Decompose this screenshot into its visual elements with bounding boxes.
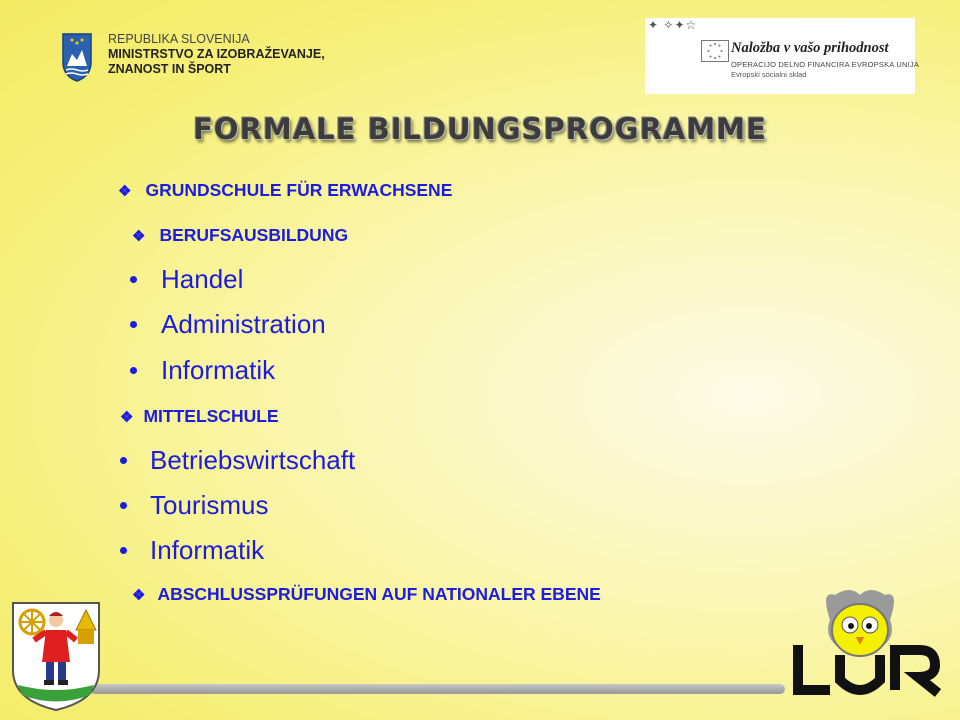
list-item xyxy=(130,355,275,386)
section-heading-mittelschule xyxy=(120,406,279,427)
list-item xyxy=(130,309,326,340)
diamond-bullet-icon: ❖ xyxy=(132,227,146,245)
list-item xyxy=(130,264,243,295)
section-heading-berufsausbildung xyxy=(132,225,348,246)
list-item-text: Tourismus xyxy=(150,490,269,520)
section-heading-grundschule xyxy=(118,180,452,201)
round-bullet-icon xyxy=(130,276,137,283)
list-item-text: Informatik xyxy=(150,535,265,565)
round-bullet-icon xyxy=(120,457,127,464)
footer-divider xyxy=(90,684,785,694)
page-title: FORMALE BILDUNGSPROGRAMME xyxy=(193,112,767,146)
eu-flag-icon xyxy=(701,40,729,62)
section-heading-abschlusspruefungen xyxy=(132,584,601,605)
list-item xyxy=(120,445,355,476)
section-label: ABSCHLUSSPRÜFUNGEN AUF NATIONALER EBENE xyxy=(157,584,601,604)
section-label: BERUFSAUSBILDUNG xyxy=(159,225,349,245)
list-item xyxy=(120,535,264,566)
diamond-bullet-icon: ❖ xyxy=(132,586,146,604)
round-bullet-icon xyxy=(120,547,127,554)
coat-of-arms-icon xyxy=(10,600,102,712)
eu-subtitle-1: OPERACIJO DELNO FINANCIRA EVROPSKA UNIJA xyxy=(731,60,920,69)
ministry-line-2: MINISTRSTVO ZA IZOBRAŽEVANJE, xyxy=(108,47,325,61)
section-label: GRUNDSCHULE FÜR ERWACHSENE xyxy=(145,180,453,200)
ministry-logo xyxy=(60,30,325,86)
list-item-text: Betriebswirtschaft xyxy=(150,445,356,475)
list-item-text: Administration xyxy=(161,309,326,339)
eu-subtitle-2: Evropski socialni sklad xyxy=(731,70,807,79)
round-bullet-icon xyxy=(130,321,137,328)
round-bullet-icon xyxy=(120,502,127,509)
eu-funding-logo xyxy=(645,18,920,94)
round-bullet-icon xyxy=(130,367,137,374)
ministry-line-1: REPUBLIKA SLOVENIJA xyxy=(108,32,250,46)
list-item-text: Informatik xyxy=(161,355,276,385)
list-item xyxy=(120,490,268,521)
stars-icon: ✦ ✧✦☆ xyxy=(648,18,698,32)
list-item-text: Handel xyxy=(161,264,244,294)
section-label: MITTELSCHULE xyxy=(143,406,279,426)
ministry-line-3: ZNANOST IN ŠPORT xyxy=(108,62,231,76)
lur-owl-logo-icon xyxy=(790,585,945,700)
slovenia-crest-icon xyxy=(60,32,94,82)
diamond-bullet-icon: ❖ xyxy=(120,408,134,426)
eu-slogan: Naložba v vašo prihodnost xyxy=(731,40,889,56)
diamond-bullet-icon: ❖ xyxy=(118,182,132,200)
